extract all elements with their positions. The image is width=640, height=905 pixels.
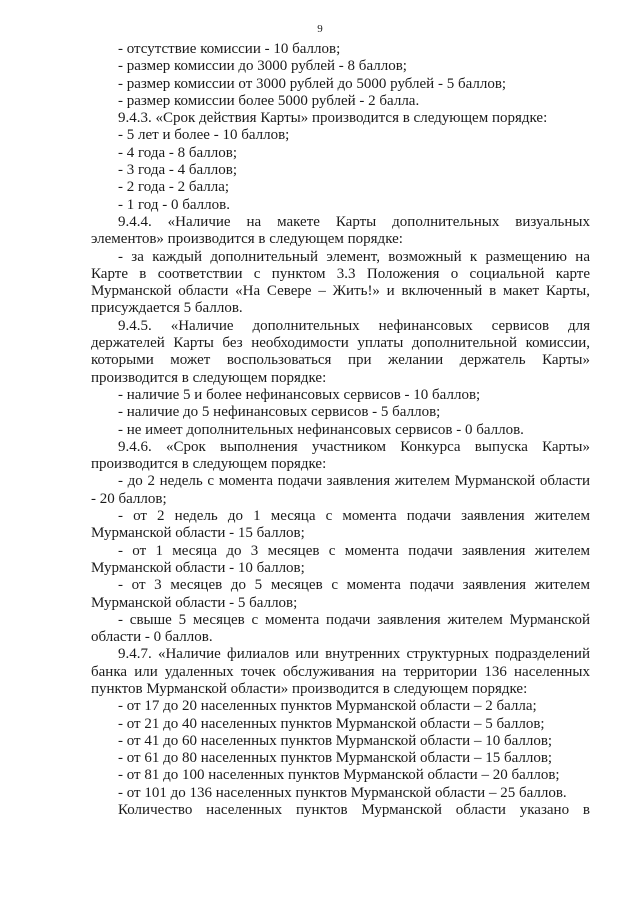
text-line: Мурманской области - 15 баллов;	[91, 525, 305, 542]
document-body	[91, 41, 590, 819]
text-line: банка или удаленных точек обслуживания на территории 136 населенных	[91, 663, 590, 680]
text-line: - от 21 до 40 населенных пунктов Мурманской области – 5 баллов;	[118, 715, 545, 732]
text-line: - от 17 до 20 населенных пунктов Мурманской области – 2 балла;	[118, 698, 537, 715]
text-line: Мурманской области - 10 баллов;	[91, 559, 305, 576]
text-line: элементов» производится в следующем порядке:	[91, 231, 403, 248]
text-line: - размер комиссии до 3000 рублей - 8 баллов;	[118, 58, 407, 75]
text-line: - размер комиссии более 5000 рублей - 2 балла.	[118, 92, 420, 109]
text-line: - от 101 до 136 населенных пунктов Мурманской области – 25 баллов.	[118, 784, 567, 801]
text-line: - от 61 до 80 населенных пунктов Мурманской области – 15 баллов;	[118, 750, 553, 767]
text-line: - 3 года - 4 баллов;	[118, 162, 238, 179]
text-line: - свыше 5 месяцев с момента подачи заявления жителем Мурманской	[118, 611, 590, 628]
text-line: пунктов Мурманской области» производится в следующем порядке:	[91, 680, 528, 697]
page-number: 9	[317, 23, 323, 35]
text-line: - отсутствие комиссии - 10 баллов;	[118, 41, 341, 57]
text-line: - от 2 недель до 1 месяца с момента подачи заявления жителем	[118, 508, 590, 525]
text-line: области - 0 баллов.	[91, 629, 213, 646]
text-line: - за каждый дополнительный элемент, возможный к размещению на	[118, 248, 590, 265]
text-line: - 20 баллов;	[91, 490, 167, 507]
text-line: - от 1 месяца до 3 месяцев с момента подачи заявления жителем	[118, 542, 590, 559]
text-line: Количество населенных пунктов Мурманской области указано в	[118, 802, 590, 819]
text-line: - от 3 месяцев до 5 месяцев с момента подачи заявления жителем	[118, 577, 590, 594]
text-line: производится в следующем порядке:	[91, 456, 327, 473]
text-line: Карте в соответствии с пунктом 3.3 Положения о социальной карте	[91, 265, 590, 282]
text-line: - размер комиссии от 3000 рублей до 5000 рублей - 5 баллов;	[118, 75, 507, 92]
text-line: присуждается 5 баллов.	[91, 300, 243, 317]
text-line: 9.4.3. «Срок действия Карты» производится в следующем порядке:	[118, 110, 548, 127]
text-line: держателей Карты без необходимости уплаты дополнительной комиссии,	[91, 335, 590, 352]
text-line: - до 2 недель с момента подачи заявления жителем Мурманской области	[118, 473, 590, 490]
text-line: - наличие до 5 нефинансовых сервисов - 5 баллов;	[118, 404, 441, 421]
text-line: которыми может воспользоваться при желании держатель Карты»	[91, 352, 590, 369]
text-line: - от 41 до 60 населенных пунктов Мурманской области – 10 баллов;	[118, 732, 553, 749]
text-line: 9.4.4. «Наличие на макете Карты дополнительных визуальных	[118, 213, 590, 230]
text-line: - наличие 5 и более нефинансовых сервисов - 10 баллов;	[118, 386, 481, 403]
text-line: Мурманской области - 5 баллов;	[91, 594, 298, 611]
text-line: 9.4.7. «Наличие филиалов или внутренних структурных подразделений	[118, 646, 590, 663]
text-line: - 5 лет и более - 10 баллов;	[118, 127, 290, 144]
text-line: - 2 года - 2 балла;	[118, 179, 230, 196]
text-line: 9.4.6. «Срок выполнения участником Конкурса выпуска Карты»	[118, 438, 590, 455]
text-line: производится в следующем порядке:	[91, 369, 327, 386]
text-line: - 1 год - 0 баллов.	[118, 196, 230, 213]
text-line: 9.4.5. «Наличие дополнительных нефинансовых сервисов для	[118, 317, 590, 334]
text-line: - 4 года - 8 баллов;	[118, 144, 238, 161]
text-line: - от 81 до 100 населенных пунктов Мурманской области – 20 баллов;	[118, 767, 560, 784]
text-line: - не имеет дополнительных нефинансовых сервисов - 0 баллов.	[118, 421, 524, 438]
text-line: Мурманской области «На Севере – Жить!» и включенный в макет Карты,	[91, 283, 590, 300]
